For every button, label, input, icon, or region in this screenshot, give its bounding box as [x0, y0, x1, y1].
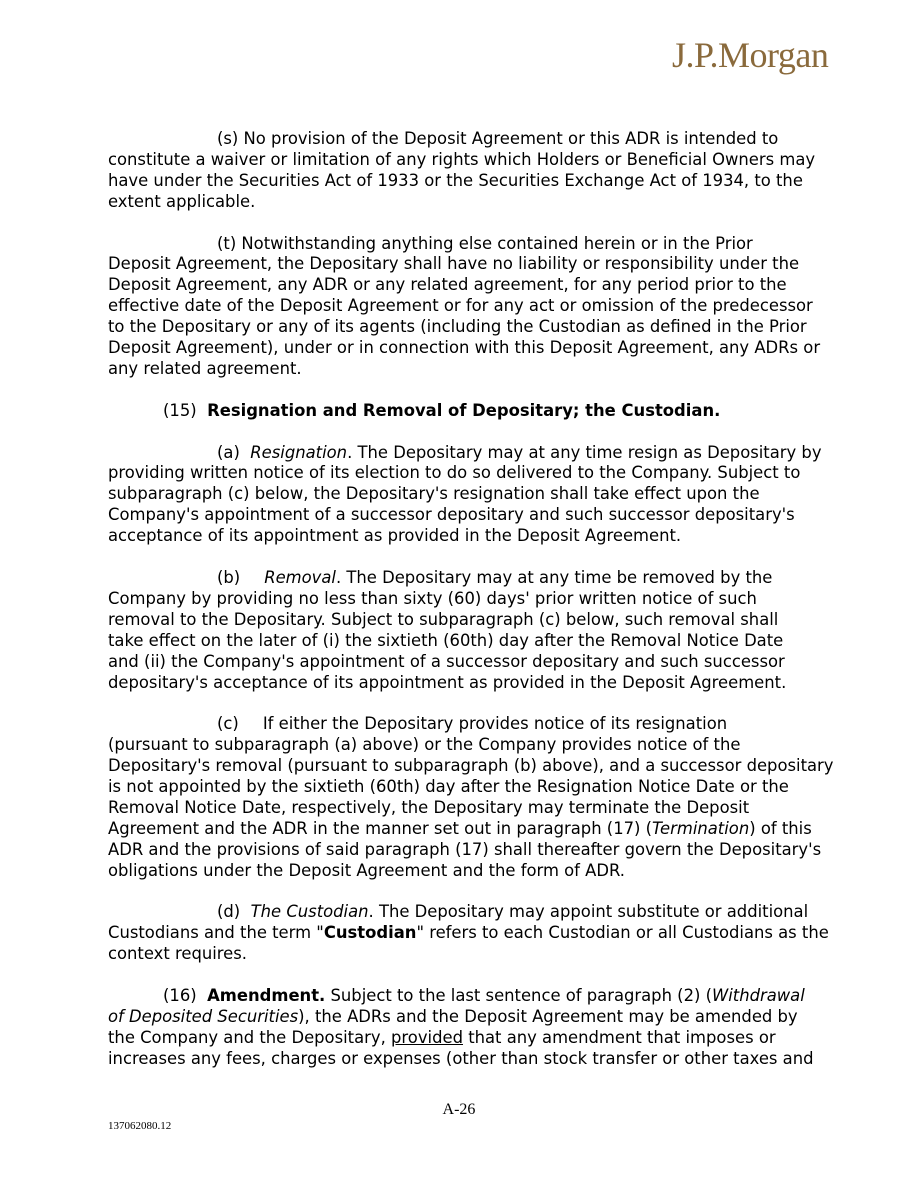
para-t-line-1: (t) Notwithstanding anything else contained herein or in the Prior — [217, 233, 753, 253]
para-c-line-4: is not appointed by the sixtieth (60th) day after the Resignation Notice Date or the — [108, 777, 789, 797]
para-c-line-8: obligations under the Deposit Agreement and the form of ADR. — [108, 860, 626, 880]
paragraph-s — [108, 129, 814, 213]
section-15-heading — [108, 401, 814, 422]
para-s-line-4: extent applicable. — [108, 191, 256, 211]
paragraph-a — [108, 442, 822, 548]
section-16-line-1: Subject to the last sentence of paragraph (2) ( — [325, 986, 713, 1006]
paragraph-b — [108, 568, 814, 693]
section-16-deposited-ref: of Deposited Securities — [108, 1006, 299, 1026]
para-a-line-5: acceptance of its appointment as provided in the Deposit Agreement. — [108, 526, 682, 546]
para-a-line-1: . The Depositary may at any time resign as Depositary by — [347, 442, 822, 462]
para-a-line-3: subparagraph (c) below, the Depositary's resignation shall take effect upon the — [108, 484, 760, 504]
para-d-line-2-pre: Custodians and the term " — [108, 923, 324, 943]
section-15-number: (15) — [163, 400, 197, 420]
para-b-line-6: depositary's acceptance of its appointment as provided in the Deposit Agreement. — [108, 672, 787, 692]
para-d-title: The Custodian — [250, 902, 369, 922]
document-body — [108, 129, 834, 1091]
section-16-provided: provided — [391, 1027, 463, 1047]
para-d-line-1: . The Depositary may appoint substitute or additional — [368, 902, 809, 922]
para-c-line-6-post: ) of this — [749, 818, 812, 838]
para-c-line-5: Removal Notice Date, respectively, the Depositary may terminate the Deposit — [108, 797, 750, 817]
para-b-label: (b) — [217, 567, 241, 587]
para-d-line-3: context requires. — [108, 944, 248, 964]
para-t-line-7: any related agreement. — [108, 358, 302, 378]
para-c-line-3: Depositary's removal (pursuant to subparagraph (b) above), and a successor depositary — [108, 756, 834, 776]
para-s-line-3: have under the Securities Act of 1933 or the Securities Exchange Act of 1934, to the — [108, 170, 803, 190]
section-15-title: Resignation and Removal of Depositary; the Custodian. — [207, 400, 721, 420]
para-c-line-7: ADR and the provisions of said paragraph (17) shall thereafter govern the Depositary's — [108, 839, 822, 859]
jpmorgan-logo: J.P.Morgan — [672, 35, 829, 75]
section-16-line-3-pre: the Company and the Depositary, — [108, 1027, 392, 1047]
para-d-line-2-post: " refers to each Custodian or all Custodians as the — [416, 923, 829, 943]
para-b-line-3: removal to the Depositary. Subject to subparagraph (c) below, such removal shall — [108, 609, 779, 629]
section-16-line-3-post: that any amendment that imposes or — [462, 1027, 776, 1047]
page-number: A-26 — [442, 1101, 476, 1118]
para-b-line-5: and (ii) the Company's appointment of a successor depositary and such successor — [108, 651, 785, 671]
paragraph-t — [108, 233, 821, 380]
para-s-line-1: (s) No provision of the Deposit Agreement or this ADR is intended to — [217, 129, 779, 148]
section-16 — [108, 986, 814, 1070]
para-a-line-2: providing written notice of its election to do so delivered to the Company. Subject to — [108, 463, 801, 483]
section-16-line-4: increases any fees, charges or expenses (other than stock transfer or other taxes and — [108, 1048, 814, 1068]
para-b-line-2: Company by providing no less than sixty (60) days' prior written notice of such — [108, 588, 757, 608]
para-c-termination-ref: Termination — [652, 818, 750, 838]
para-b-line-1: . The Depositary may at any time be removed by the — [335, 567, 773, 587]
para-b-line-4: take effect on the later of (i) the sixtieth (60th) day after the Removal Notice Date — [108, 630, 784, 650]
para-d-custodian-term: Custodian — [323, 923, 417, 943]
document-id: 137062080.12 — [108, 1120, 172, 1132]
para-d-label: (d) — [217, 902, 241, 922]
para-a-label: (a) — [217, 442, 240, 462]
para-t-line-5: to the Depositary or any of its agents (including the Custodian as defined in the Prior — [108, 317, 807, 337]
paragraph-d — [108, 902, 829, 965]
section-16-line-2: ), the ADRs and the Deposit Agreement may be amended by — [298, 1006, 798, 1026]
para-b-title: Removal — [264, 567, 336, 587]
para-t-line-2: Deposit Agreement, the Depositary shall have no liability or responsibility under the — [108, 254, 800, 274]
para-a-line-4: Company's appointment of a successor depositary and such successor depositary's — [108, 505, 795, 525]
para-c-label: (c) — [217, 714, 239, 734]
section-16-withdrawal-ref: Withdrawal — [712, 986, 805, 1006]
para-c-line-6-pre: Agreement and the ADR in the manner set out in paragraph (17) ( — [108, 818, 653, 838]
section-16-title: Amendment. — [207, 986, 326, 1006]
para-t-line-6: Deposit Agreement), under or in connection with this Deposit Agreement, any ADRs or — [108, 338, 821, 358]
section-16-number: (16) — [163, 986, 197, 1006]
para-s-line-2: constitute a waiver or limitation of any rights which Holders or Beneficial Owners may — [108, 149, 816, 169]
para-c-line-2: (pursuant to subparagraph (a) above) or the Company provides notice of the — [108, 735, 741, 755]
paragraph-c — [108, 714, 834, 881]
para-c-line-1: If either the Depositary provides notice of its resignation — [262, 714, 728, 734]
para-a-title: Resignation — [250, 442, 348, 462]
para-t-line-3: Deposit Agreement, any ADR or any related agreement, for any period prior to the — [108, 275, 787, 295]
para-t-line-4: effective date of the Deposit Agreement or for any act or omission of the predecessor — [108, 296, 813, 316]
